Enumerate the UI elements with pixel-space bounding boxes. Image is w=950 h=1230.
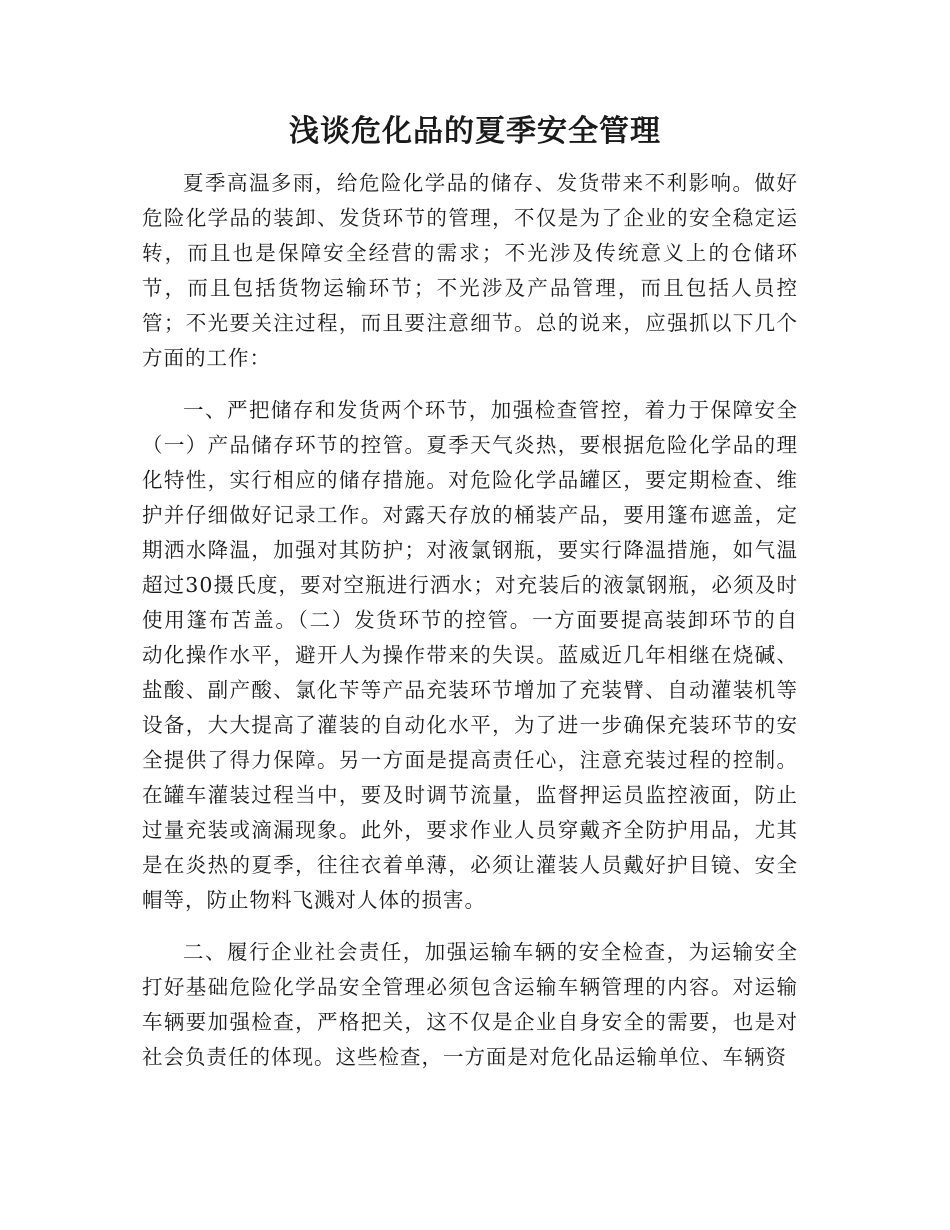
paragraph-intro: 夏季高温多雨，给危险化学品的储存、发货带来不利影响。做好危险化学品的装卸、发货环节的管理，不仅是为了企业的安全稳定运转，而且也是保障安全经营的需求；不光涉及传统意义上的仓储环节，而且包括货物运输环节；不光涉及产品管理，而且包括人员控管；不光要关注过程，而且要注意细节。总的说来，应强抓以下几个方面的工作： [142, 171, 798, 370]
document-title: 浅谈危化品的夏季安全管理 [289, 114, 661, 149]
document-body [142, 166, 798, 1075]
paragraph-section-2: 二、履行企业社会责任，加强运输车辆的安全检查，为运输安全打好基础危险化学品安全管理必须包含运输车辆管理的内容。对运输车辆要加强检查，严格把关，这不仅是企业自身安全的需要，也是对社会负责任的体现。这些检查，一方面是对危化品运输单位、车辆资 [142, 940, 798, 1069]
paragraph-section-1: 一、严把储存和发货两个环节，加强检查管控，着力于保障安全（一）产品储存环节的控管。夏季天气炎热，要根据危险化学品的理化特性，实行相应的储存措施。对危险化学品罐区，要定期检查、维护并仔细做好记录工作。对露天存放的桶装产品，要用篷布遮盖，定期洒水降温，加强对其防护；对液氯钢瓶，要实行降温措施，如气温超过30摄氏度，要对空瓶进行洒水；对充装后的液氯钢瓶，必须及时使用篷布苫盖。（二）发货环节的控管。一方面要提高装卸环节的自动化操作水平，避开人为操作带来的失误。蓝威近几年相继在烧碱、盐酸、副产酸、氯化苄等产品充装环节增加了充装臂、自动灌装机等设备，大大提高了灌装的自动化水平，为了进一步确保充装环节的安全提供了得力保障。另一方面是提高责任心，注意充装过程的控制。在罐车灌装过程当中，要及时调节流量，监督押运员监控液面，防止过量充装或滴漏现象。此外，要求作业人员穿戴齐全防护用品，尤其是在炎热的夏季，往往衣着单薄，必须让灌装人员戴好护目镜、安全帽等，防止物料飞溅对人体的损害。 [142, 398, 798, 912]
